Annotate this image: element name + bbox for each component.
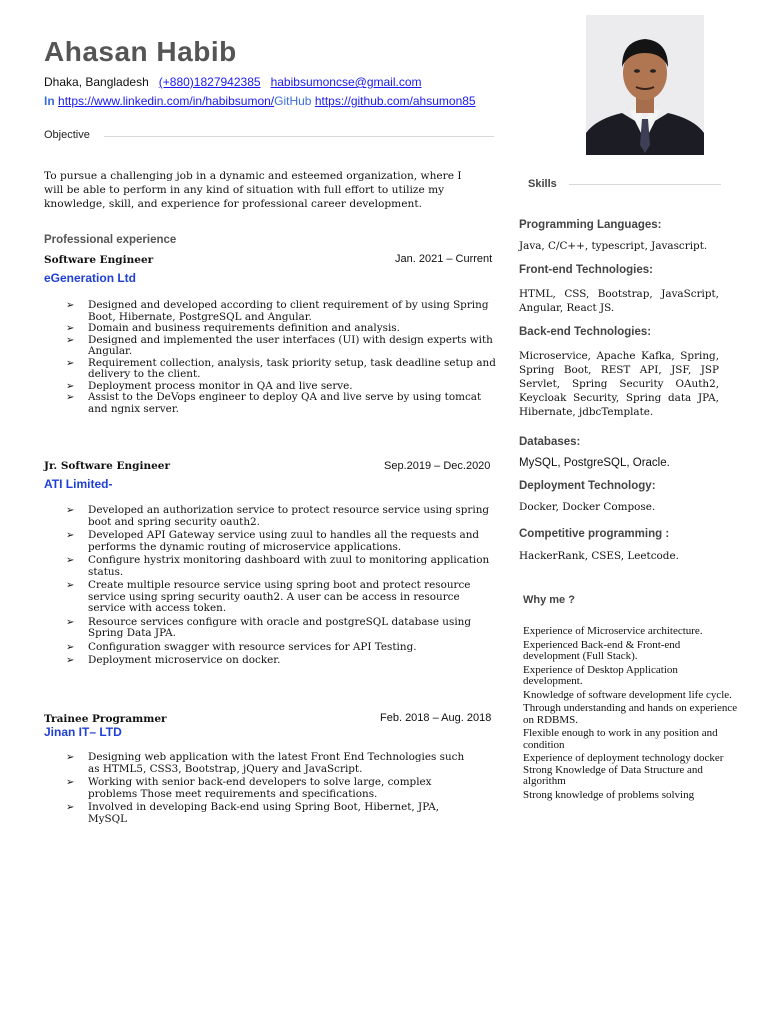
why-me-heading: Why me ?	[523, 594, 575, 606]
list-item: ➢ Configure hystrix monitoring dashboard with zuul to monitoring application status.	[66, 554, 490, 578]
list-item: ➢ Designing web application with the latest Front End Technologies such as HTML5, CSS3, Bootstrap, jQuery and JavaScript.	[66, 751, 465, 775]
objective-heading: Objective	[44, 129, 90, 141]
list-item: Strong knowledge of problems solving	[523, 788, 695, 801]
skill-group-heading: Programming Languages:	[519, 219, 662, 231]
job-bullets	[42, 752, 472, 827]
list-item: Experience of deployment technology docker Strong Knowledge of Data Structure and algorithm	[523, 752, 724, 787]
list-item: Experience of Microservice architecture.	[523, 625, 703, 637]
email-link[interactable]: habibsumoncse@gmail.com	[270, 75, 422, 89]
objective-divider	[104, 136, 494, 137]
job-bullets	[42, 300, 502, 415]
job-date: Jan. 2021 – Current	[395, 253, 493, 265]
job-date: Sep.2019 – Dec.2020	[384, 460, 491, 472]
skills-divider	[569, 184, 721, 185]
skill-group-text: Docker, Docker Compose.	[519, 501, 656, 513]
job-bullets	[42, 505, 500, 669]
github-label: GitHub	[274, 94, 312, 108]
company-name: eGeneration Ltd	[44, 271, 137, 285]
arrow-bullet-icon: ➢	[66, 777, 75, 788]
list-item: Experience of Desktop Application development.	[523, 663, 678, 687]
list-item: ➢ Requirement collection, analysis, task priority setup, task deadline setup and delivery to the client.	[66, 356, 496, 380]
list-item: ➢ Designed and implemented the user interfaces (UI) with design experts with Angular.	[66, 333, 493, 357]
profile-photo	[586, 15, 704, 155]
arrow-bullet-icon: ➢	[66, 752, 75, 763]
portrait-image	[586, 15, 704, 155]
company-name: Jinan IT– LTD	[44, 725, 122, 739]
list-item: ➢ Working with senior back-end developers to solve large, complex problems Those meet requirements and specifications.	[66, 776, 432, 800]
list-item: ➢ Deployment process monitor in QA and live serve.	[66, 379, 353, 392]
list-item: Through understanding and hands on experience on RDBMS.	[523, 702, 738, 726]
arrow-bullet-icon: ➢	[66, 802, 75, 813]
candidate-name: Ahasan Habib	[44, 36, 237, 67]
skill-group-text: MySQL, PostgreSQL, Oracle.	[519, 457, 670, 469]
list-item: ➢ Involved in developing Back-end using Spring Boot, Hibernet, JPA, MySQL	[66, 801, 440, 825]
why-me-list	[523, 626, 738, 803]
github-link[interactable]: https://github.com/ahsumon85	[314, 94, 476, 108]
list-item: ➢ Deployment microservice on docker.	[66, 654, 281, 666]
objective-text: To pursue a challenging job in a dynamic and esteemed organization, where I will be able to perform in any kind of situation with full effort to utilize my knowledge, skill, and experience for professional career development.	[44, 170, 462, 210]
linkedin-label: In	[44, 94, 55, 108]
skill-group-heading: Deployment Technology:	[519, 480, 656, 492]
list-item: ➢ Configuration swagger with resource services for API Testing.	[66, 640, 417, 653]
arrow-bullet-icon: ➢	[66, 530, 75, 541]
arrow-bullet-icon: ➢	[66, 323, 75, 334]
arrow-bullet-icon: ➢	[66, 655, 75, 666]
location-text: Dhaka, Bangladesh	[44, 75, 149, 89]
experience-heading: Professional experience	[44, 234, 177, 246]
arrow-bullet-icon: ➢	[66, 580, 75, 591]
list-item: ➢ Designed and developed according to client requirement of by using Spring Boot, Hibernate, PostgreSQL and Angular.	[66, 299, 489, 323]
profile-links	[44, 94, 476, 108]
job-title: Trainee Programmer	[44, 713, 167, 725]
skill-group-heading: Databases:	[519, 436, 581, 448]
list-item: Experienced Back-end & Front-end development (Full Stack).	[523, 638, 681, 662]
skill-group-text: Java, C/C++, typescript, Javascript.	[519, 240, 708, 252]
arrow-bullet-icon: ➢	[66, 380, 75, 392]
phone-link[interactable]: (+880)1827942385	[158, 75, 261, 89]
company-name: ATI Limited-	[44, 477, 113, 491]
arrow-bullet-icon: ➢	[66, 641, 75, 653]
contact-line	[44, 75, 422, 89]
list-item: ➢ Resource services configure with oracle and postgreSQL database using Spring Data JPA.	[66, 615, 471, 639]
arrow-bullet-icon: ➢	[66, 334, 75, 346]
list-item: ➢ Developed an authorization service to protect resource service using spring boot and spring security oauth2.	[66, 504, 490, 528]
job-date: Feb. 2018 – Aug. 2018	[380, 712, 492, 724]
linkedin-link[interactable]: https://www.linkedin.com/in/habibsumon/	[58, 94, 275, 108]
list-item: Flexible enough to work in any position and condition	[523, 727, 718, 751]
list-item: ➢ Developed API Gateway service using zuul to handles all the requests and performs the dynamic routing of microservice applications.	[66, 529, 480, 553]
list-item: Knowledge of software development life cycle.	[523, 688, 732, 701]
arrow-bullet-icon: ➢	[66, 555, 75, 566]
skill-group-heading: Competitive programming :	[519, 528, 670, 540]
arrow-bullet-icon: ➢	[66, 505, 75, 516]
job-title: Jr. Software Engineer	[44, 460, 171, 472]
list-item: ➢ Domain and business requirements definition and analysis.	[66, 322, 400, 334]
skill-group-text: HTML, CSS, Bootstrap, JavaScript, Angular, React JS.	[519, 288, 719, 314]
list-item: ➢ Assist to the DeVops engineer to deploy QA and live serve by using tomcat and ngnix server.	[66, 391, 482, 415]
skill-group-text: HackerRank, CSES, Leetcode.	[519, 550, 679, 562]
arrow-bullet-icon: ➢	[66, 616, 75, 628]
arrow-bullet-icon: ➢	[66, 357, 75, 369]
skill-group-heading: Front-end Technologies:	[519, 264, 653, 276]
job-title: Software Engineer	[44, 254, 154, 266]
arrow-bullet-icon: ➢	[66, 300, 75, 311]
arrow-bullet-icon: ➢	[66, 392, 75, 403]
skill-group-heading: Back-end Technologies:	[519, 326, 652, 338]
skills-heading: Skills	[528, 178, 557, 190]
skill-group-text: Microservice, Apache Kafka, Spring, Spring Boot, REST API, JSF, JSP Servlet, Spring Security OAuth2, Keycloak Security, Spring data JPA, Hibernate, jdbcTemplate.	[519, 350, 719, 418]
list-item: ➢ Create multiple resource service using spring boot and protect resource service using spring security oauth2. A user can be access in resource service with access token.	[66, 579, 471, 614]
